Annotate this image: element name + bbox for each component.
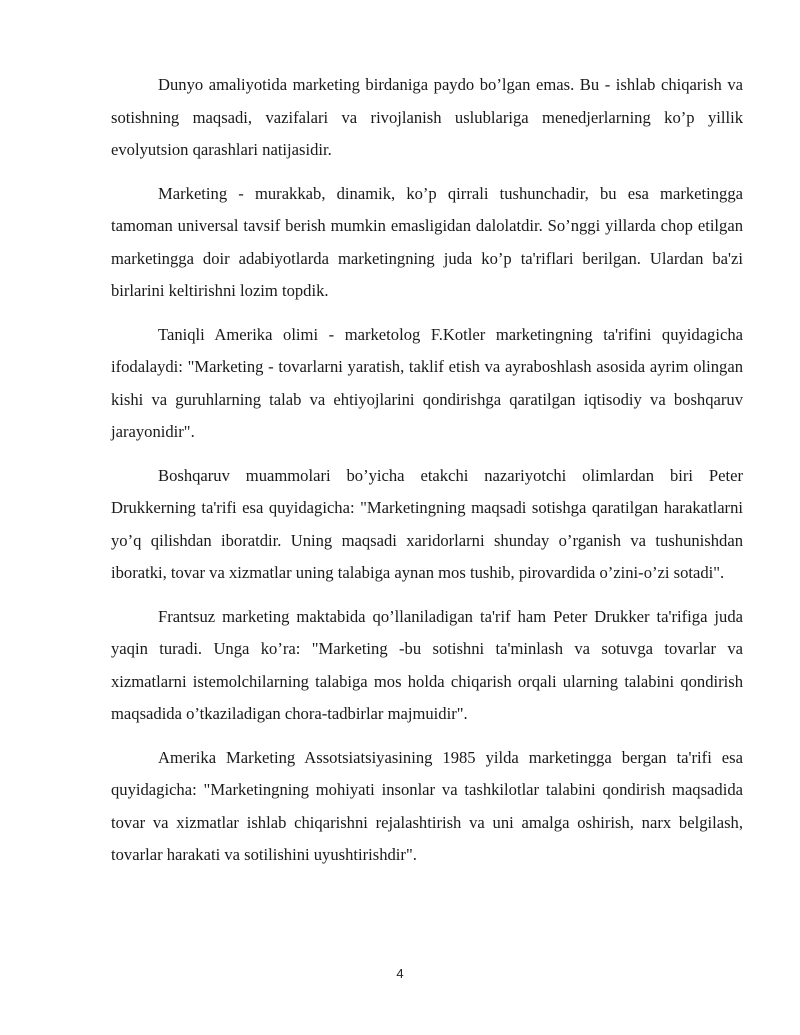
paragraph-1: Dunyo amaliyotida marketing birdaniga paydo bo’lgan emas. Bu - ishlab chiqarish va sotishning maqsadi, vazifalari va rivojlanish uslublariga menedjerlarning ko’p yillik evolyutsion qarashlari natijasidir. (111, 75, 743, 159)
paragraph-4: Boshqaruv muammolari bo’yicha etakchi nazariyotchi olimlardan biri Peter Drukkerning ta'rifi esa quyidagicha: "Marketingning maqsadi sotishga qaratilgan harakatlarni yo’q qilishdan iboratdir. Uning maqsadi xaridorlarni shunday o’rganish va tushunishdan iboratki, tovar va xizmatlar uning talabiga aynan mos tushib, pirovardida o’zini-o’zi sotadi". (111, 465, 743, 582)
document-body (111, 69, 743, 883)
paragraph-6: Amerika Marketing Assotsiatsiyasining 1985 yilda marketingga bergan ta'rifi esa quyidagicha: "Marketingning mohiyati insonlar va tashkilotlar talabini qondirish maqsadida tovar va xizmatlar ishlab chiqarishni rejalashtirish va uni amalga oshirish, narx belgilash, tovarlar harakati va sotilishini uyushtirishdir". (111, 747, 743, 864)
paragraph-3: Taniqli Amerika olimi - marketolog F.Kotler marketingning ta'rifini quyidagicha ifodalaydi: "Marketing - tovarlarni yaratish, taklif etish va ayraboshlash asosida ayrim olingan kishi va guruhlarning talab va ehtiyojlarini qondirishga qaratilgan iqtisodiy va boshqaruv jarayonidir". (111, 324, 743, 441)
paragraph-5: Frantsuz marketing maktabida qo’llaniladigan ta'rif ham Peter Drukker ta'rifiga juda yaqin turadi. Unga ko’ra: "Marketing -bu sotishni ta'minlash va sotuvga tovarlar va xizmatlarni istemolchilarning talabiga mos holda chiqarish orqali ularning talabini qondirish maqsadida o’tkaziladigan chora-tadbirlar majmuidir". (111, 606, 743, 723)
paragraph-2: Marketing - murakkab, dinamik, ko’p qirrali tushunchadir, bu esa marketingga tamoman universal tavsif berish mumkin emasligidan dalolatdir. So’nggi yillarda chop etilgan marketingga doir adabiyotlarda marketingning juda ko’p ta'riflari berilgan. Ulardan ba'zi birlarini keltirishni lozim topdik. (111, 183, 743, 300)
page-number: 4 (396, 966, 404, 981)
